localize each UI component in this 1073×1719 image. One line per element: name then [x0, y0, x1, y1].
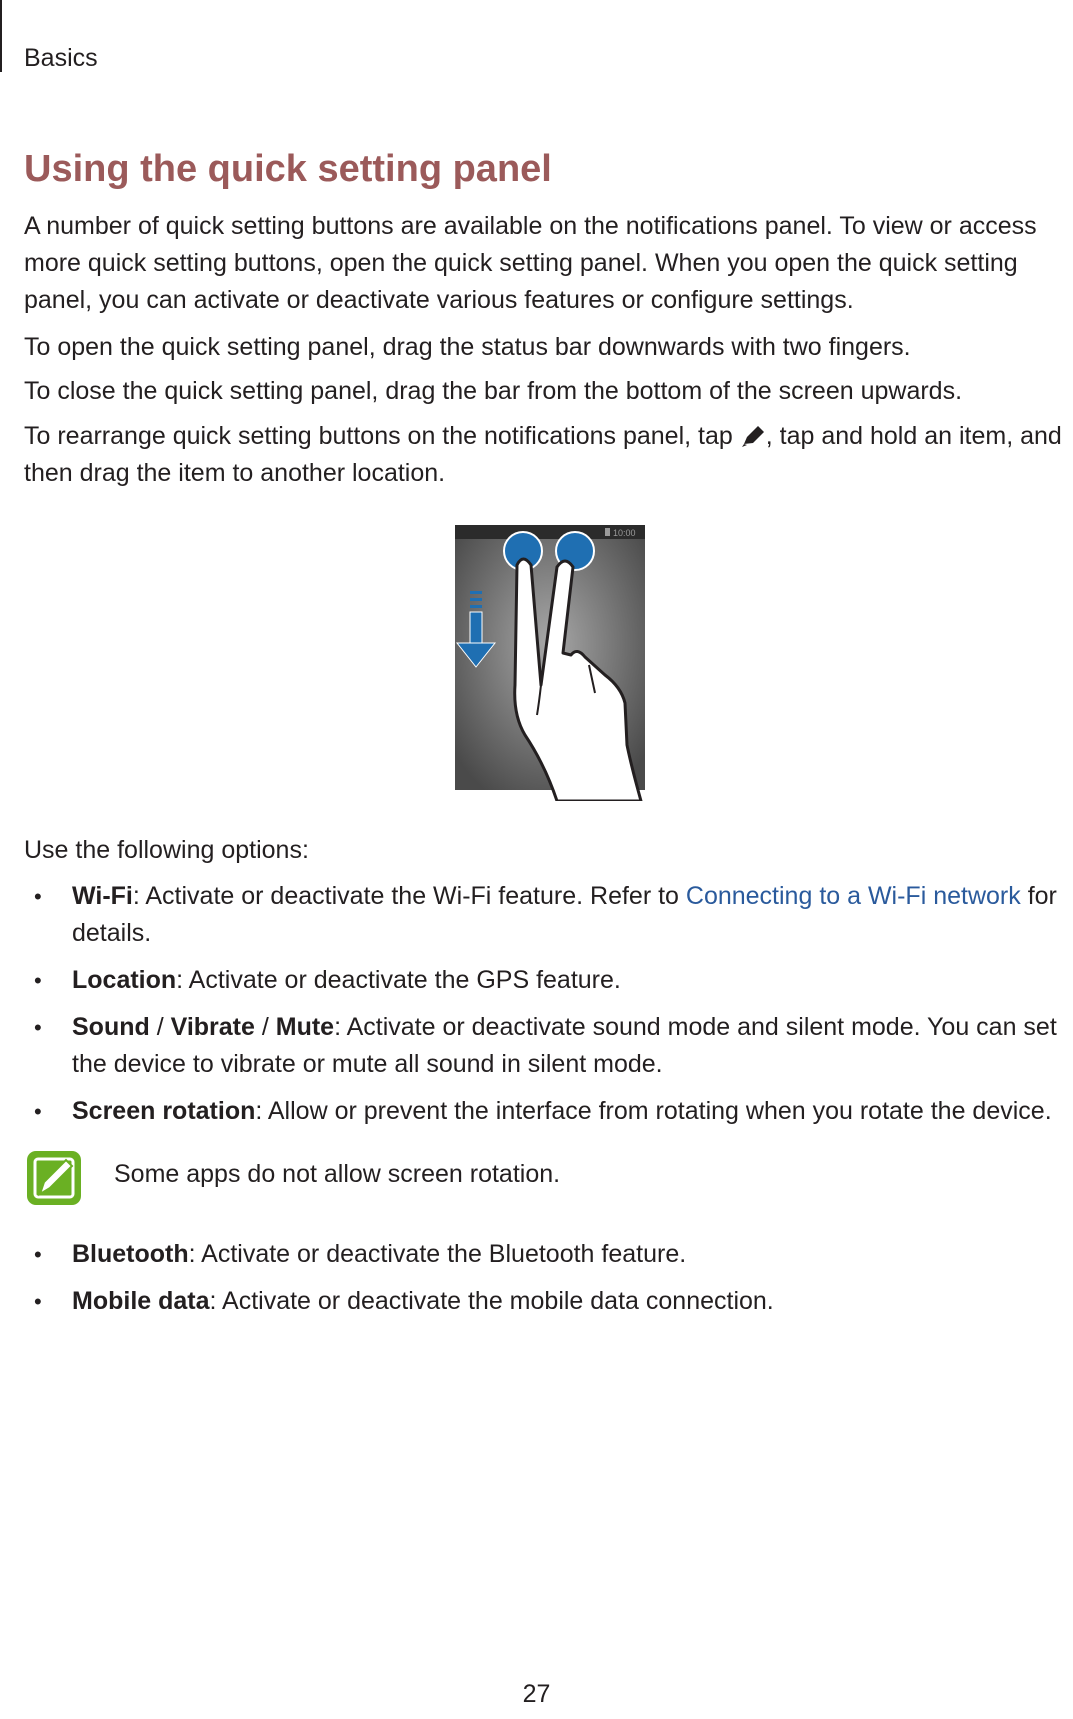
list-item: [24, 1236, 1069, 1273]
bullet: •: [34, 1242, 42, 1267]
close-panel-paragraph: To close the quick setting panel, drag the bar from the bottom of the screen upwards.: [24, 377, 963, 405]
note-box: [24, 1148, 1064, 1208]
option-text: : Activate or deactivate the mobile data connection.: [209, 1287, 774, 1315]
status-time: 10:00: [613, 528, 636, 538]
list-item: [24, 878, 1069, 952]
list-item: [24, 1009, 1069, 1083]
pencil-icon: [740, 422, 766, 446]
wifi-network-link[interactable]: Connecting to a Wi-Fi network: [685, 882, 1021, 910]
option-text: : Activate or deactivate the GPS feature.: [176, 966, 621, 994]
bullet: •: [34, 1289, 42, 1314]
list-item: [24, 1283, 1069, 1320]
separator: /: [149, 1013, 171, 1041]
option-term: Bluetooth: [72, 1240, 189, 1268]
page-title: Using the quick setting panel: [24, 148, 552, 190]
option-text: : Activate or deactivate the Wi-Fi feature. Refer to: [132, 882, 686, 910]
rearrange-text-after: , tap and hold an item, and then drag the item to another location.: [24, 422, 1062, 487]
section-label: Basics: [24, 44, 98, 72]
option-term: Mobile data: [72, 1287, 210, 1315]
option-term: Mute: [275, 1013, 335, 1041]
option-term: Vibrate: [170, 1013, 255, 1041]
option-text: : Activate or deactivate sound mode and silent mode. You can set the device to vibrate or mute all sound in silent mode.: [72, 1013, 1057, 1078]
option-term: Location: [72, 966, 177, 994]
rearrange-text-before: To rearrange quick setting buttons on the notifications panel, tap: [24, 422, 733, 450]
intro-paragraph: A number of quick setting buttons are available on the notifications panel. To view or access more quick setting buttons, open the quick setting panel. When you open the quick setting panel, you can activate or deactivate various features or configure settings.: [24, 212, 1037, 314]
options-list: [24, 878, 1069, 1140]
option-term: Screen rotation: [72, 1097, 256, 1125]
open-panel-paragraph: To open the quick setting panel, drag the status bar downwards with two fingers.: [24, 333, 911, 361]
options-list-2: [24, 1236, 1069, 1330]
list-item: [24, 962, 1069, 999]
option-term: Wi-Fi: [72, 882, 133, 910]
note-text: Some apps do not allow screen rotation.: [114, 1160, 561, 1188]
option-text: : Allow or prevent the interface from rotating when you rotate the device.: [255, 1097, 1052, 1125]
bullet: •: [34, 884, 42, 909]
separator: /: [254, 1013, 276, 1041]
rearrange-paragraph: [24, 418, 1064, 492]
note-pencil-icon: [24, 1148, 84, 1208]
bullet: •: [34, 1099, 42, 1124]
list-item: [24, 1093, 1069, 1130]
bullet: •: [34, 1015, 42, 1040]
option-term: Sound: [72, 1013, 150, 1041]
page-number: 27: [522, 1680, 551, 1708]
battery-icon: [605, 528, 610, 536]
two-finger-drag-illustration: [455, 525, 655, 801]
option-text: for details.: [72, 882, 1057, 947]
header-rule: [0, 0, 2, 72]
options-intro: Use the following options:: [24, 836, 309, 864]
bullet: •: [34, 968, 42, 993]
option-text: : Activate or deactivate the Bluetooth feature.: [188, 1240, 687, 1268]
